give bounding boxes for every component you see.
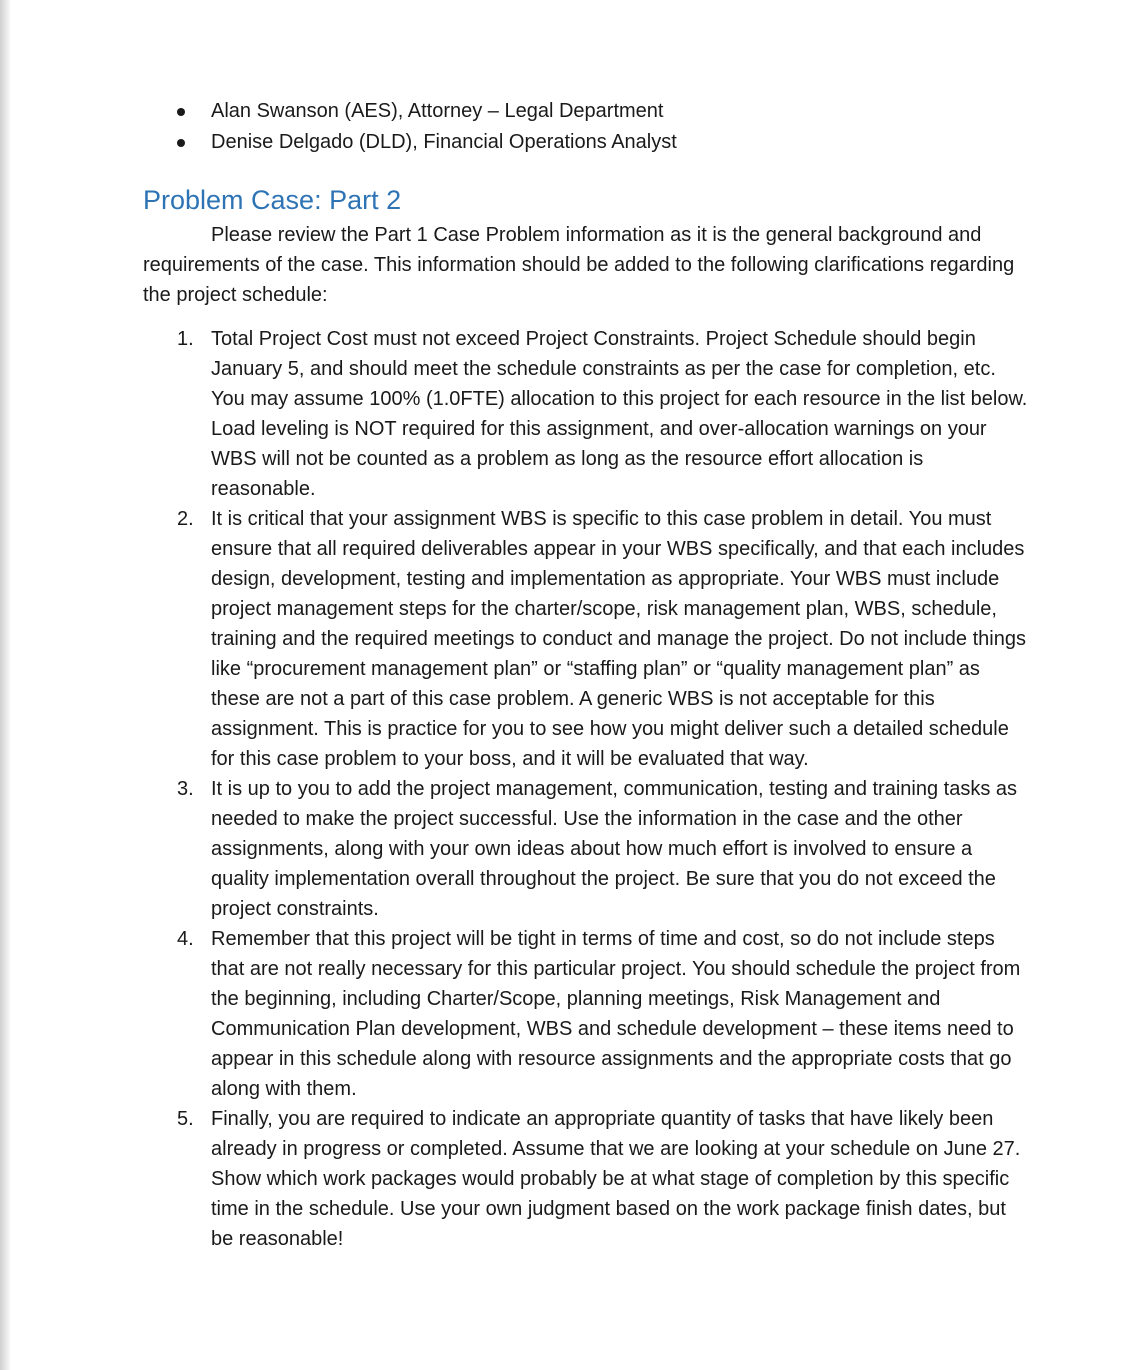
page-left-edge	[0, 0, 10, 1370]
list-item	[143, 504, 1033, 774]
list-item	[143, 96, 1033, 127]
item-text: It is up to you to add the project management, communication, testing and training tasks as needed to make the project successful. Use the information in the case and the other assignments, along with your own ideas about how much effort is involved to ensure a quality implementation overall throughout the project. Be sure that you do not exceed the project constraints.	[211, 778, 1018, 920]
section-heading: Problem Case: Part 2	[143, 185, 402, 215]
item-text: Total Project Cost must not exceed Project Constraints. Project Schedule should begin January 5, and should meet the schedule constraints as per the case for completion, etc. You may assume 100% (1.0FTE) allocation to this project for each resource in the list below. Load leveling is NOT required for this assignment, and over-allocation warnings on your WBS will not be counted as a problem as long as the resource effort allocation is reasonable.	[211, 328, 1028, 500]
person-entry: Denise Delgado (DLD), Financial Operations Analyst	[211, 131, 677, 153]
list-item	[143, 924, 1033, 1104]
item-number: 2.	[177, 508, 194, 530]
intro-paragraph: Please review the Part 1 Case Problem information as it is the general background and requirements of the case. This information should be added to the following clarifications regarding the project schedule:	[143, 224, 1015, 306]
document-content	[143, 96, 1033, 1254]
person-entry: Alan Swanson (AES), Attorney – Legal Department	[211, 100, 664, 122]
bullet-icon	[177, 108, 185, 116]
item-text: Remember that this project will be tight in terms of time and cost, so do not include steps that are not really necessary for this particular project. You should schedule the project from the beginning, including Charter/Scope, planning meetings, Risk Management and Communication Plan development, WBS and schedule development – these items need to appear in this schedule along with resource assignments and the appropriate costs that go along with them.	[211, 928, 1021, 1100]
list-item	[143, 127, 1033, 158]
list-item	[143, 324, 1033, 504]
item-text: It is critical that your assignment WBS is specific to this case problem in detail. You must ensure that all required deliverables appear in your WBS specifically, and that each includes design, development, testing and implementation as appropriate. Your WBS must include project management steps for the charter/scope, risk management plan, WBS, schedule, training and the required meetings to conduct and manage the project. Do not include things like “procurement management plan” or “staffing plan” or “quality management plan” as these are not a part of this case problem. A generic WBS is not acceptable for this assignment. This is practice for you to see how you might deliver such a detailed schedule for this case problem to your boss, and it will be evaluated that way.	[211, 508, 1026, 770]
clarifications-list	[143, 324, 1033, 1254]
item-number: 4.	[177, 928, 194, 950]
people-list	[143, 96, 1033, 158]
list-item	[143, 774, 1033, 924]
item-number: 1.	[177, 328, 194, 350]
item-number: 5.	[177, 1108, 194, 1130]
list-item	[143, 1104, 1033, 1254]
item-number: 3.	[177, 778, 194, 800]
bullet-icon	[177, 139, 185, 147]
item-text: Finally, you are required to indicate an appropriate quantity of tasks that have likely been already in progress or completed. Assume that we are looking at your schedule on June 27. Show which work packages would probably be at what stage of completion by this specific time in the schedule. Use your own judgment based on the work package finish dates, but be reasonable!	[211, 1108, 1021, 1250]
